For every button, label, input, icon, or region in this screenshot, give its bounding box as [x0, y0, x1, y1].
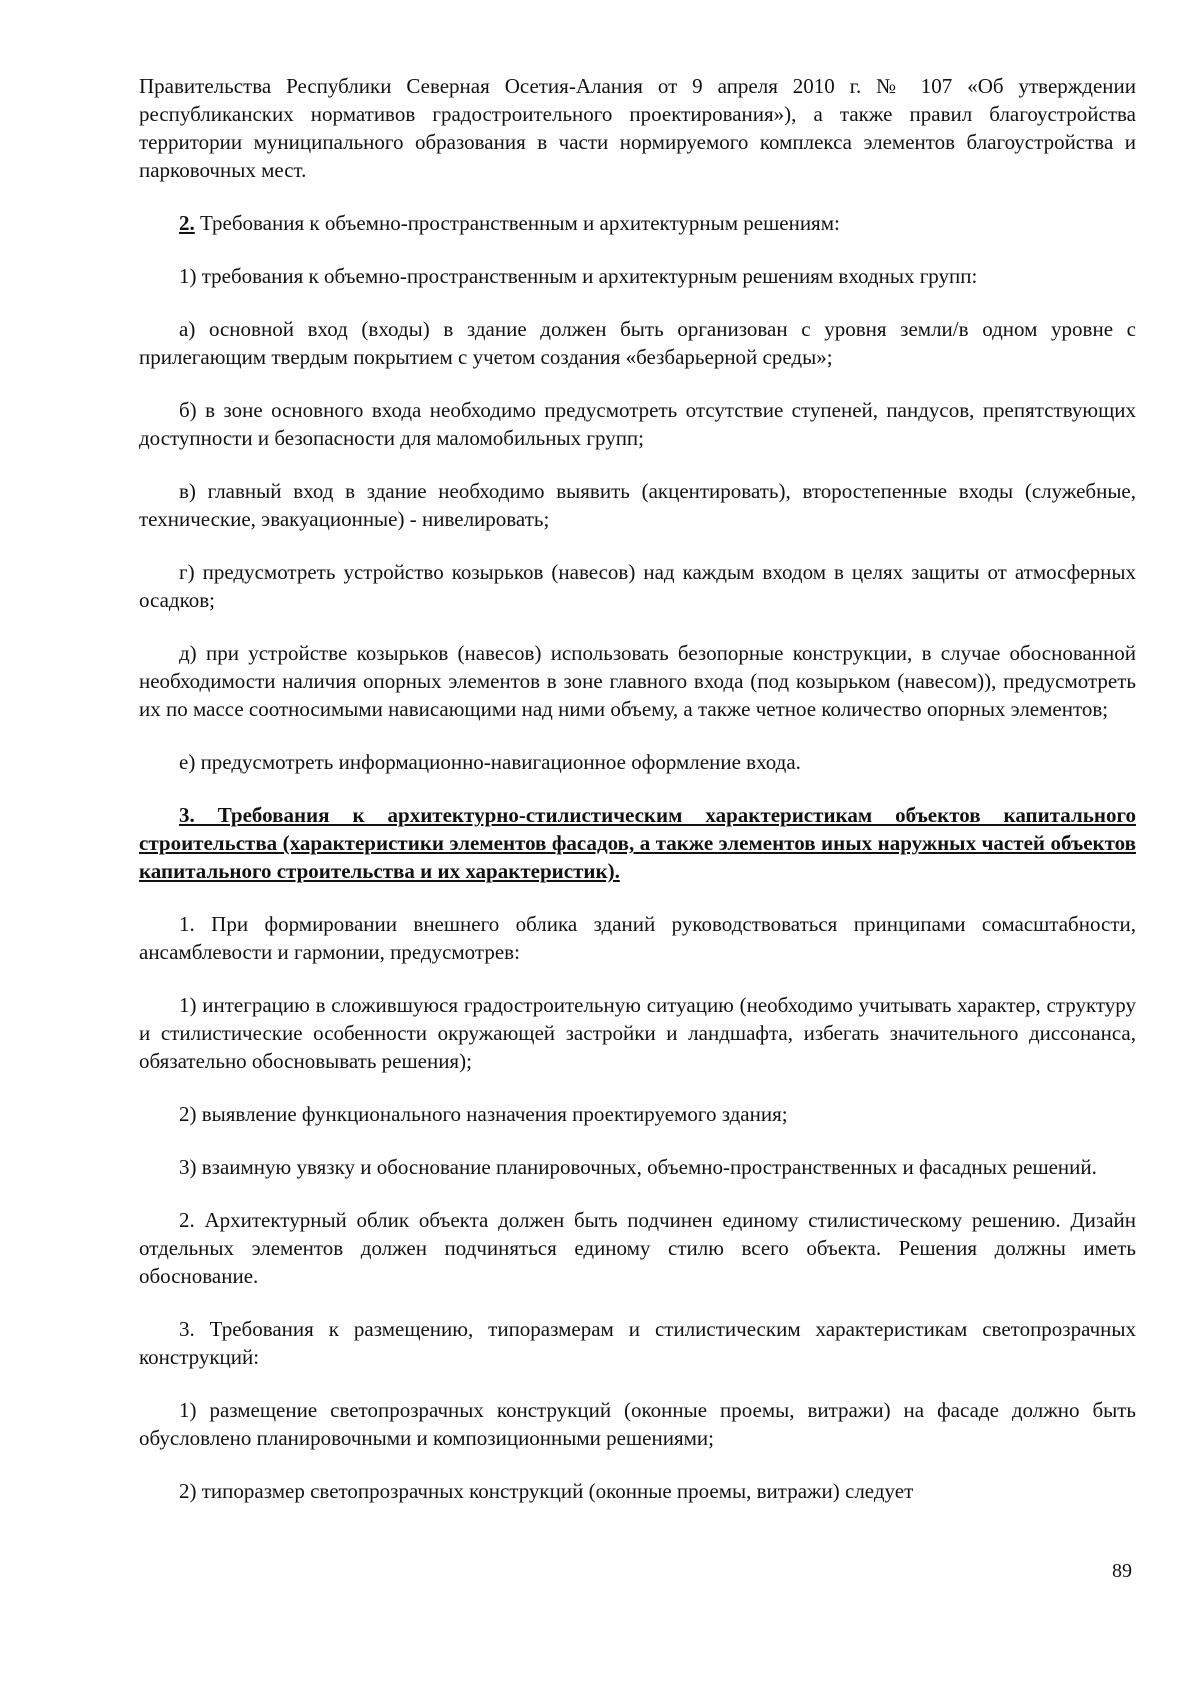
section-3-heading: 3. Требования к архитектурно-стилистическим характеристикам объектов капитального строительства (характеристики элементов фасадов, а также элементов иных наружных частей объектов капитального строительства и их характеристик).	[139, 803, 1136, 883]
document-page	[139, 72, 1136, 1530]
paragraph: г) предусмотреть устройство козырьков (навесов) над каждым входом в целях защиты от атмосферных осадков;	[139, 560, 1136, 612]
paragraph: в) главный вход в здание необходимо выявить (акцентировать), второстепенные входы (служебные, технические, эвакуационные) - нивелировать;	[139, 479, 1136, 531]
paragraph: 1) интеграцию в сложившуюся градостроительную ситуацию (необходимо учитывать характер, структуру и стилистические особенности окружающей застройки и ландшафта, избегать значительного диссонанса, обязательно обосновывать решения);	[139, 993, 1136, 1073]
paragraph: д) при устройстве козырьков (навесов) использовать безопорные конструкции, в случае обоснованной необходимости наличия опорных элементов в зоне главного входа (под козырьком (навесом)), предусмотреть их по массе соотносимыми нависающими над ними объему, а также четное количество опорных элементов;	[139, 641, 1136, 721]
paragraph: Правительства Республики Северная Осетия-Алания от 9 апреля 2010 г. № 107 «Об утверждении республиканских нормативов градостроительного проектирования»), а также правил благоустройства территории муниципального образования в части нормируемого комплекса элементов благоустройства и парковочных мест.	[139, 74, 1136, 182]
paragraph: 1. При формировании внешнего облика зданий руководствоваться принципами сомасштабности, ансамблевости и гармонии, предусмотрев:	[139, 912, 1136, 964]
paragraph: 1) требования к объемно-пространственным и архитектурным решениям входных групп:	[179, 264, 978, 288]
paragraph: а) основной вход (входы) в здание должен быть организован с уровня земли/в одном уровне с прилегающим твердым покрытием с учетом создания «безбарьерной среды»;	[139, 317, 1136, 369]
paragraph: е) предусмотреть информационно-навигационное оформление входа.	[179, 750, 801, 774]
paragraph: 2. Архитектурный облик объекта должен быть подчинен единому стилистическому решению. Дизайн отдельных элементов должен подчиняться единому стилю всего объекта. Решения должны иметь обоснование.	[139, 1208, 1136, 1288]
paragraph: 3) взаимную увязку и обоснование планировочных, объемно-пространственных и фасадных решений.	[179, 1155, 1097, 1179]
section-2-number: 2.	[179, 211, 195, 235]
paragraph: 2) типоразмер светопрозрачных конструкций (оконные проемы, витражи) следует	[179, 1479, 914, 1503]
section-2-text: Требования к объемно-пространственным и архитектурным решениям:	[194, 211, 840, 235]
paragraph: 1) размещение светопрозрачных конструкций (оконные проемы, витражи) на фасаде должно быть обусловлено планировочными и композиционными решениями;	[139, 1398, 1136, 1450]
section-2-heading	[139, 209, 1136, 237]
paragraph: б) в зоне основного входа необходимо предусмотреть отсутствие ступеней, пандусов, препятствующих доступности и безопасности для маломобильных групп;	[139, 398, 1136, 450]
page-number: 89	[1112, 1560, 1132, 1582]
paragraph: 2) выявление функционального назначения проектируемого здания;	[179, 1102, 788, 1126]
paragraph: 3. Требования к размещению, типоразмерам и стилистическим характеристикам светопрозрачных конструкций:	[139, 1317, 1136, 1369]
